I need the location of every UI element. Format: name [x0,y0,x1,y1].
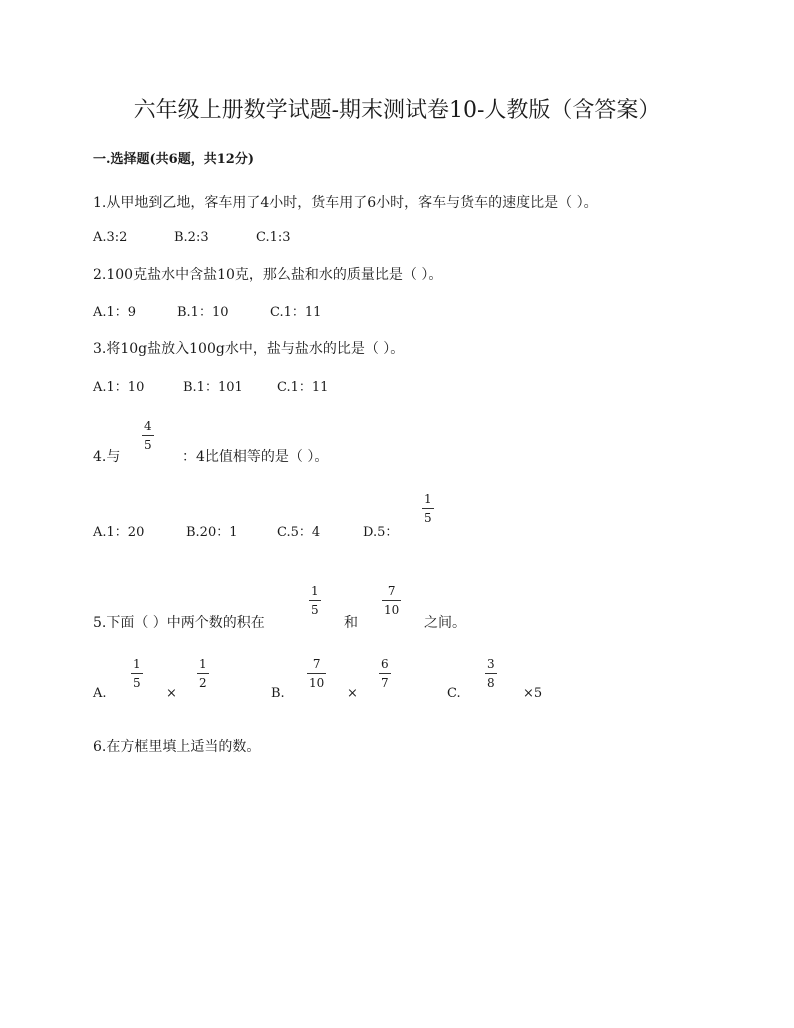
question-1-option-b: B.2:3 [174,230,209,245]
fraction-denominator: 5 [144,438,152,452]
fraction-numerator: 3 [487,657,495,671]
section-heading: 一.选择题(共6题，共12分) [93,152,254,167]
fraction-numerator: 1 [199,657,207,671]
fraction-denominator: 5 [133,676,141,690]
fraction-bar [131,673,143,674]
question-5-option-b-fraction-1 [307,657,326,690]
question-4-option-d: D.5： [363,525,399,540]
question-1-option-c: C.1:3 [256,230,291,245]
question-3-option-c: C.1：11 [277,380,329,395]
fraction-numerator: 4 [144,419,152,433]
question-2-option-b: B.1：10 [177,305,229,320]
question-5-prefix: 5.下面（ ）中两个数的积在 [93,615,265,631]
fraction-denominator: 10 [384,603,400,617]
fraction-denominator: 2 [199,676,207,690]
question-2-option-c: C.1：11 [270,305,322,320]
question-4-option-c: C.5：4 [277,525,321,540]
question-1-option-a: A.3:2 [93,230,128,245]
question-5-fraction-1 [309,584,321,617]
question-5-option-c-label: C. [447,686,461,701]
fraction-bar [382,600,401,601]
question-4-option-d-fraction [422,492,434,525]
fraction-bar [309,600,321,601]
fraction-bar [307,673,326,674]
fraction-bar [197,673,209,674]
question-4-suffix: ：4比值相等的是（ ）。 [182,449,329,465]
fraction-numerator: 6 [381,657,389,671]
question-2-option-a: A.1：9 [93,305,137,320]
question-4-prefix: 4.与 [93,449,121,465]
fraction-denominator: 7 [381,676,389,690]
question-4-option-b: B.20：1 [186,525,238,540]
question-4-fraction [142,419,154,452]
fraction-denominator: 5 [311,603,319,617]
fraction-bar [422,508,434,509]
question-5-and: 和 [344,615,358,631]
fraction-numerator: 7 [312,657,321,671]
question-5-option-a-fraction-1 [131,657,143,690]
fraction-denominator: 10 [309,676,325,690]
fraction-numerator: 1 [424,492,432,506]
question-5-option-c-fraction [485,657,497,690]
question-5-option-b-fraction-2 [379,657,391,690]
fraction-denominator: 5 [424,511,432,525]
question-1-text: 1.从甲地到乙地，客车用了4小时，货车用了6小时，客车与货车的速度比是（ ）。 [93,195,598,211]
question-3-option-b: B.1：101 [183,380,243,395]
question-5-fraction-2 [382,584,401,617]
page-title: 六年级上册数学试题-期末测试卷10-人教版（含答案） [133,98,661,123]
question-5-suffix: 之间。 [424,615,466,631]
fraction-bar [142,435,154,436]
question-5-option-a-fraction-2 [197,657,209,690]
question-5-option-b-times: × [347,686,358,701]
fraction-numerator: 1 [133,657,141,671]
fraction-bar [379,673,391,674]
fraction-denominator: 8 [487,676,495,690]
question-3-text: 3.将10g盐放入100g水中，盐与盐水的比是（ ）。 [93,341,405,357]
question-4-option-a: A.1：20 [93,525,145,540]
question-2-text: 2.100克盐水中含盐10克，那么盐和水的质量比是（ ）。 [93,267,443,283]
fraction-numerator: 1 [311,584,319,598]
question-5-option-c-tail: ×5 [523,686,543,701]
question-5-option-a-label: A. [93,686,107,701]
question-5-option-b-label: B. [271,686,285,701]
fraction-bar [485,673,497,674]
question-6-text: 6.在方框里填上适当的数。 [93,739,261,755]
fraction-numerator: 7 [387,584,396,598]
question-3-option-a: A.1：10 [93,380,145,395]
question-5-option-a-times: × [166,686,177,701]
